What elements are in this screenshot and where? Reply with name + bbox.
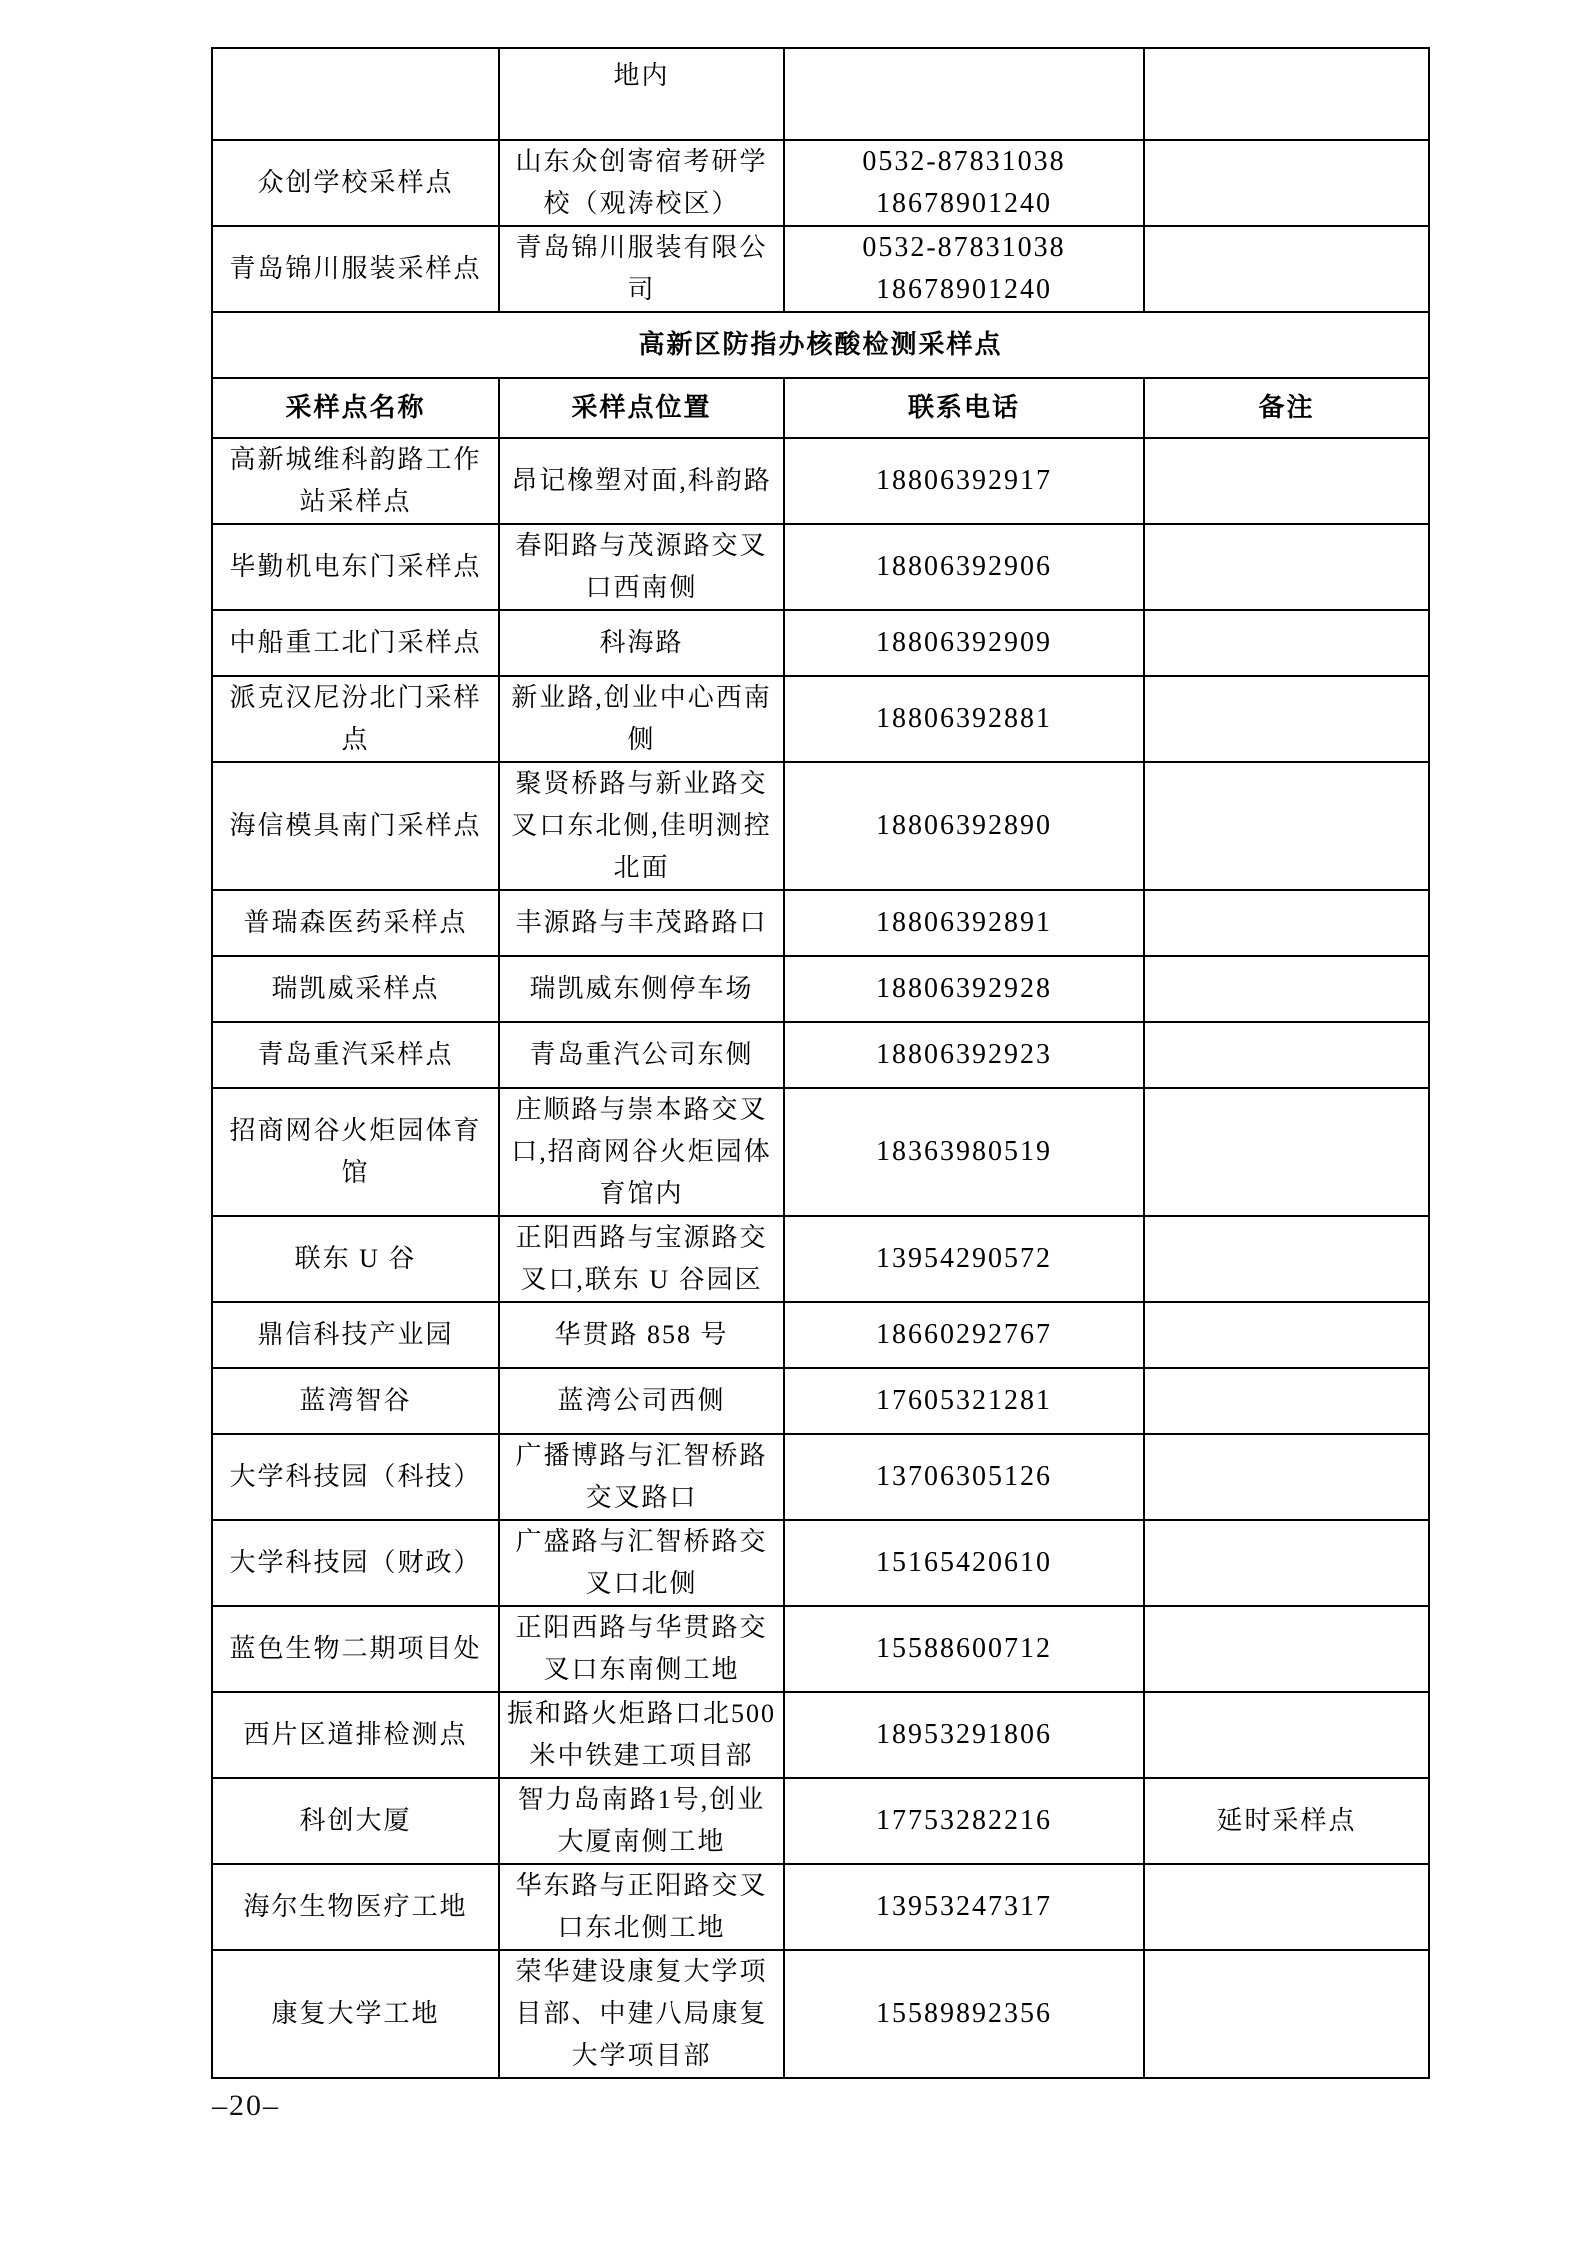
cell-note [1144, 762, 1429, 890]
table-row [212, 140, 1429, 226]
section-title-row [212, 312, 1429, 378]
cell-location: 华东路与正阳路交叉口东北侧工地 [499, 1864, 784, 1950]
cell-note [1144, 1088, 1429, 1216]
cell-phone [784, 48, 1144, 140]
cell-note [1144, 438, 1429, 524]
cell-name: 大学科技园（财政） [212, 1520, 499, 1606]
header-note: 备注 [1144, 378, 1429, 438]
cell-name: 蓝湾智谷 [212, 1368, 499, 1434]
table-row [212, 1022, 1429, 1088]
cell-note [1144, 676, 1429, 762]
cell-name: 大学科技园（科技） [212, 1434, 499, 1520]
section-title: 高新区防指办核酸检测采样点 [212, 312, 1429, 378]
cell-note [1144, 1692, 1429, 1778]
cell-location: 荣华建设康复大学项目部、中建八局康复大学项目部 [499, 1950, 784, 2078]
cell-location: 正阳西路与宝源路交叉口,联东 U 谷园区 [499, 1216, 784, 1302]
table-row [212, 1950, 1429, 2078]
table-row [212, 1520, 1429, 1606]
cell-location: 科海路 [499, 610, 784, 676]
cell-name: 西片区道排检测点 [212, 1692, 499, 1778]
cell-location: 青岛锦川服装有限公司 [499, 226, 784, 312]
cell-location: 庄顺路与崇本路交叉口,招商网谷火炬园体育馆内 [499, 1088, 784, 1216]
cell-phone: 15588600712 [784, 1606, 1144, 1692]
cell-name: 康复大学工地 [212, 1950, 499, 2078]
cell-note [1144, 1216, 1429, 1302]
cell-phone: 17605321281 [784, 1368, 1144, 1434]
cell-location: 春阳路与茂源路交叉口西南侧 [499, 524, 784, 610]
table-row [212, 762, 1429, 890]
cell-note [1144, 1434, 1429, 1520]
cell-location: 丰源路与丰茂路路口 [499, 890, 784, 956]
page-number: –20– [212, 2089, 280, 2122]
cell-location: 瑞凯威东侧停车场 [499, 956, 784, 1022]
cell-location: 智力岛南路1号,创业大厦南侧工地 [499, 1778, 784, 1864]
cell-name: 普瑞森医药采样点 [212, 890, 499, 956]
cell-note [1144, 1520, 1429, 1606]
cell-location: 华贯路 858 号 [499, 1302, 784, 1368]
continuation-row-group [212, 48, 1429, 140]
cell-location: 聚贤桥路与新业路交叉口东北侧,佳明测控北面 [499, 762, 784, 890]
sampling-point-rows [212, 438, 1429, 2078]
cell-note [1144, 1864, 1429, 1950]
cell-name: 青岛锦川服装采样点 [212, 226, 499, 312]
cell-phone: 18806392909 [784, 610, 1144, 676]
continuation-row [212, 48, 1429, 140]
table-row [212, 438, 1429, 524]
cell-location: 蓝湾公司西侧 [499, 1368, 784, 1434]
cell-location: 正阳西路与华贯路交叉口东南侧工地 [499, 1606, 784, 1692]
cell-name: 中船重工北门采样点 [212, 610, 499, 676]
header-name: 采样点名称 [212, 378, 499, 438]
cell-location: 昂记橡塑对面,科韵路 [499, 438, 784, 524]
cell-note [1144, 956, 1429, 1022]
table-row [212, 1692, 1429, 1778]
cell-name: 科创大厦 [212, 1778, 499, 1864]
cell-phone: 0532-87831038 18678901240 [784, 226, 1144, 312]
header-location: 采样点位置 [499, 378, 784, 438]
cell-name [212, 48, 499, 140]
cell-note [1144, 140, 1429, 226]
cell-phone: 18806392917 [784, 438, 1144, 524]
cell-name: 高新城维科韵路工作站采样点 [212, 438, 499, 524]
cell-phone: 18806392881 [784, 676, 1144, 762]
table-row [212, 956, 1429, 1022]
section-header-group [212, 312, 1429, 438]
table-row [212, 890, 1429, 956]
cell-note [1144, 48, 1429, 140]
cell-phone: 13953247317 [784, 1864, 1144, 1950]
cell-phone: 18953291806 [784, 1692, 1144, 1778]
table-row [212, 610, 1429, 676]
cell-name: 联东 U 谷 [212, 1216, 499, 1302]
cell-note [1144, 1368, 1429, 1434]
cell-name: 毕勤机电东门采样点 [212, 524, 499, 610]
cell-note: 延时采样点 [1144, 1778, 1429, 1864]
cell-name: 海信模具南门采样点 [212, 762, 499, 890]
table-row [212, 1434, 1429, 1520]
table-row [212, 1606, 1429, 1692]
table-row [212, 1864, 1429, 1950]
cell-phone: 0532-87831038 18678901240 [784, 140, 1144, 226]
table-row [212, 1088, 1429, 1216]
cell-phone: 18806392906 [784, 524, 1144, 610]
cell-phone: 18806392890 [784, 762, 1144, 890]
cell-note [1144, 524, 1429, 610]
cell-location: 地内 [499, 48, 784, 140]
cell-name: 蓝色生物二期项目处 [212, 1606, 499, 1692]
cell-phone: 18806392891 [784, 890, 1144, 956]
cell-note [1144, 890, 1429, 956]
cell-note [1144, 1302, 1429, 1368]
cell-name: 鼎信科技产业园 [212, 1302, 499, 1368]
table-row [212, 1302, 1429, 1368]
cell-phone: 18363980519 [784, 1088, 1144, 1216]
cell-phone: 18806392928 [784, 956, 1144, 1022]
cell-note [1144, 226, 1429, 312]
table-row [212, 1216, 1429, 1302]
cell-location: 青岛重汽公司东侧 [499, 1022, 784, 1088]
cell-location: 新业路,创业中心西南侧 [499, 676, 784, 762]
cell-location: 广播博路与汇智桥路交叉路口 [499, 1434, 784, 1520]
cell-note [1144, 610, 1429, 676]
cell-phone: 18660292767 [784, 1302, 1144, 1368]
cell-location: 山东众创寄宿考研学校（观涛校区） [499, 140, 784, 226]
sampling-points-table [211, 47, 1430, 2079]
table-row [212, 1368, 1429, 1434]
cell-phone: 18806392923 [784, 1022, 1144, 1088]
table-row [212, 524, 1429, 610]
cell-name: 派克汉尼汾北门采样点 [212, 676, 499, 762]
table-row [212, 226, 1429, 312]
cell-location: 广盛路与汇智桥路交叉口北侧 [499, 1520, 784, 1606]
cell-phone: 15165420610 [784, 1520, 1144, 1606]
cell-note [1144, 1022, 1429, 1088]
table-row [212, 676, 1429, 762]
header-row [212, 378, 1429, 438]
table-row [212, 1778, 1429, 1864]
cell-phone: 17753282216 [784, 1778, 1144, 1864]
cell-phone: 13706305126 [784, 1434, 1144, 1520]
cell-note [1144, 1950, 1429, 2078]
cell-name: 众创学校采样点 [212, 140, 499, 226]
cell-note [1144, 1606, 1429, 1692]
previous-section-rows [212, 140, 1429, 312]
cell-name: 青岛重汽采样点 [212, 1022, 499, 1088]
cell-location: 振和路火炬路口北500米中铁建工项目部 [499, 1692, 784, 1778]
cell-name: 瑞凯威采样点 [212, 956, 499, 1022]
cell-phone: 15589892356 [784, 1950, 1144, 2078]
cell-phone: 13954290572 [784, 1216, 1144, 1302]
cell-name: 海尔生物医疗工地 [212, 1864, 499, 1950]
header-phone: 联系电话 [784, 378, 1144, 438]
cell-name: 招商网谷火炬园体育馆 [212, 1088, 499, 1216]
